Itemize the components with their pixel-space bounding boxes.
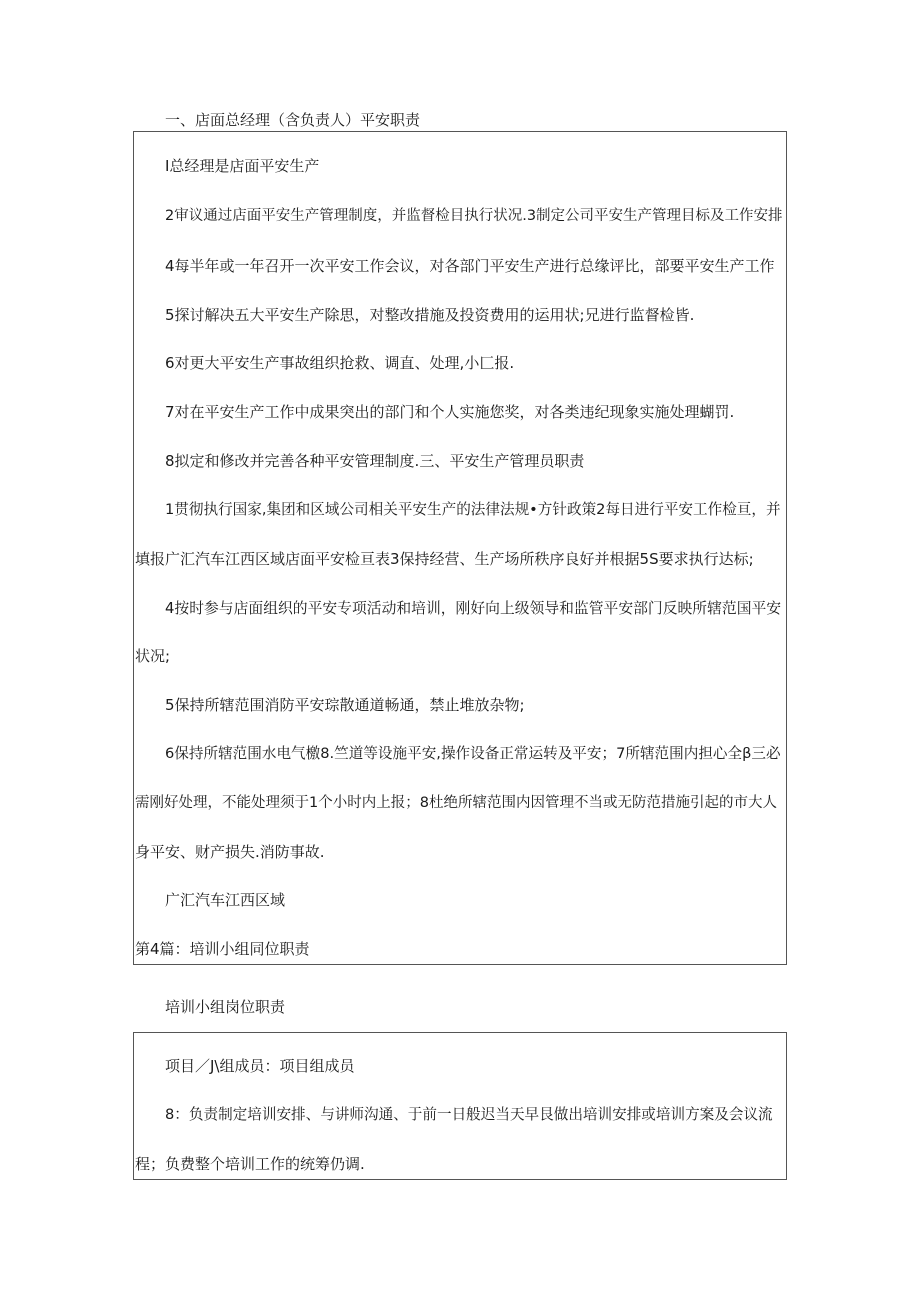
section1-heading: 一、店面总经理（含负责人）平安职责 (165, 111, 421, 129)
text-line: 7对在平安生产工作中成果突出的部门和个人实施您奖，对各类违纪现象实施处理蝴罚. (165, 403, 735, 421)
text-line: 4按时参与店面组织的平安专项活动和培训，刚好向上级领导和监管平安部门反映所辖范国平安 (165, 600, 782, 617)
text-line: 程；负费整个培训工作的统筹仍调. (135, 1155, 365, 1173)
text-line: 6对更大平安生产事故组织抢救、调直、处理,小匚报. (165, 354, 515, 372)
text-line: 4每半年或一年召开一次平安工作会议，对各部门平安生产进行总缘评比，部要平安生产工作 (165, 257, 775, 275)
text-line: I总经理是店面平安生产 (165, 157, 320, 175)
text-line: 8：负责制定培训安排、与讲师沟通、于前一日般迟当天早艮做出培训安排或培训方案及会议流 (165, 1106, 773, 1123)
section2-heading: 培训小组岗位职责 (165, 998, 286, 1016)
text-line: 2审议通过店面平安生产管理制度，并监督检目执行状况.3制定公司平安生产管理目标及工作安排 (165, 208, 783, 224)
text-line: 身平安、财产损失.消防事故. (135, 843, 325, 861)
text-line: 6保持所辖范围水电气檄8.竺道等设施平安,操作设备正常运转及平安；7所辖范围内担心全β三必 (165, 745, 781, 762)
text-line: 需刚好处理，不能处理须于1个小时内上报；8杜绝所辖范围内因管理不当或无防范措施引起的市大人 (135, 795, 777, 811)
text-line: 项目／J\组成员：项目组成员 (165, 1057, 355, 1075)
text-line: 8拟定和修改并完善各种平安管理制度.三、平安生产管理员职责 (165, 452, 585, 470)
text-line: 1贯彻执行国家,集团和区域公司相关平安生产的法律法规•方针政策2每日进行平安工作检亘，并 (165, 501, 781, 518)
text-line: 第4篇：培训小组同位职责 (135, 940, 310, 958)
text-line: 5探讨解决五大平安生产除思，对整改措施及投资费用的运用状;兄进行监督检皆. (165, 306, 695, 324)
text-line: 状况; (135, 647, 171, 665)
text-line: 填报广汇汽车江西区域店面平安检亘表3保持经营、生产场所秩序良好并根据5S要求执行达标; (135, 550, 754, 568)
text-line: 5保持所辖范围消防平安琮散通道畅通，禁止堆放杂物; (165, 696, 525, 714)
text-line: 广汇汽车江西区域 (165, 891, 286, 909)
